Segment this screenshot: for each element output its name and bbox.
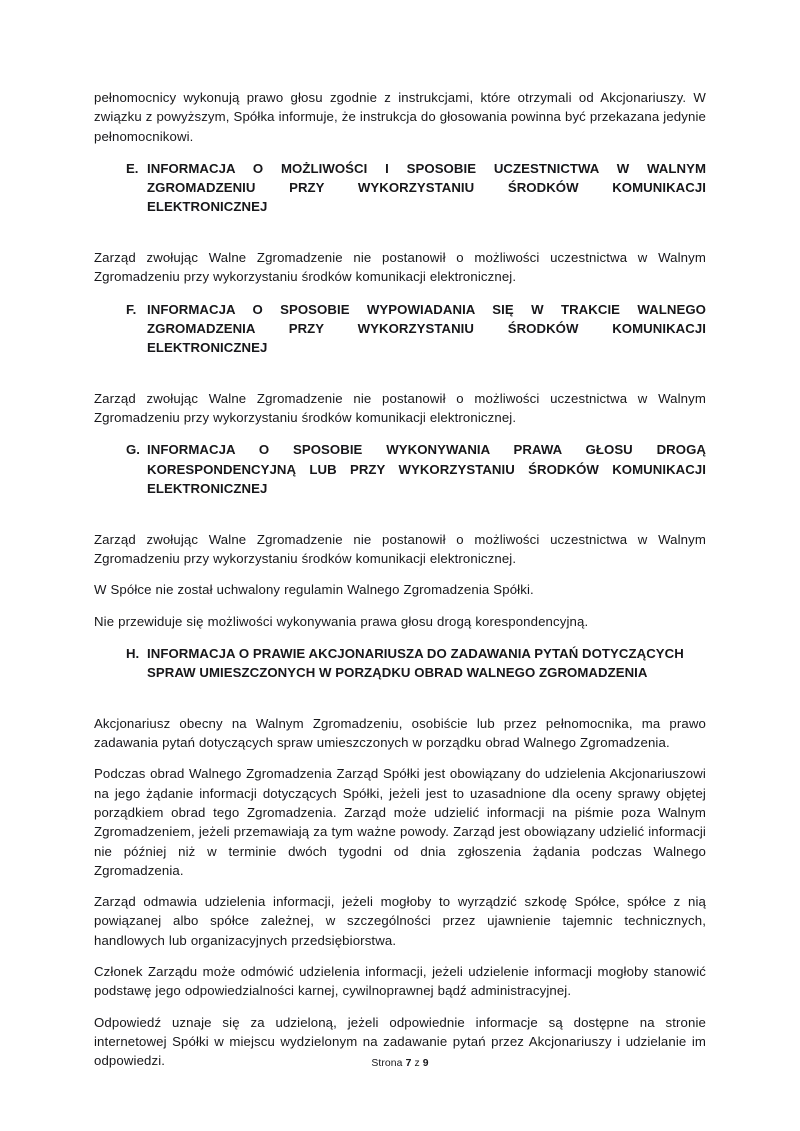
paragraph-section-e: Zarząd zwołując Walne Zgromadzenie nie postanowił o możliwości uczestnictwa w Walnym Zgromadzeniu przy wykorzystaniu środków komunikacji elektronicznej.: [94, 250, 706, 285]
heading-section-g: [94, 440, 706, 517]
paragraph-section-h-2: Podczas obrad Walnego Zgromadzenia Zarząd Spółki jest obowiązany do udzielenia Akcjonariuszowi na jego żądanie informacji dotyczących Spółki, jeżeli jest to uzasadnione dla oceny sprawy objętej porządkiem obrad tego Zgromadzenia. Zarząd może udzielić informacji na piśmie poza Walnym Zgromadzeniem, jeżeli przemawiają za tym ważne powody. Zarząd jest obowiązany udzielić informacji nie później niż w terminie dwóch tygodni od dnia zgłoszenia żądania podczas Walnego Zgromadzenia.: [94, 766, 706, 878]
paragraph-section-h-3: Zarząd odmawia udzielenia informacji, jeżeli mogłoby to wyrządzić szkodę Spółce, spółce z nią powiązanej albo spółce zależnej, w szczególności przez ujawnienie tajemnic technicznych, handlowych lub organizacyjnych przedsiębiorstwa.: [94, 894, 706, 948]
heading-section-f: [94, 300, 706, 377]
heading-text-h: INFORMACJA O PRAWIE AKCJONARIUSZA DO ZADAWANIA PYTAŃ DOTYCZĄCYCH SPRAW UMIESZCZONYCH W PORZĄDKU OBRAD WALNEGO ZGROMADZENIA: [147, 645, 684, 681]
heading-marker-h: H.: [126, 645, 140, 661]
heading-text-f: INFORMACJA O SPOSOBIE WYPOWIADANIA SIĘ W TRAKCIE WALNEGO ZGROMADZENIA PRZY WYKORZYSTANIU ŚRODKÓW KOMUNIKACJI ELEKTRONICZNEJ: [147, 301, 706, 356]
heading-text-e: INFORMACJA O MOŻLIWOŚCI I SPOSOBIE UCZESTNICTWA W WALNYM ZGROMADZENIU PRZY WYKORZYSTANIU ŚRODKÓW KOMUNIKACJI ELEKTRONICZNEJ: [147, 160, 706, 215]
paragraph-intro: pełnomocnicy wykonują prawo głosu zgodnie z instrukcjami, które otrzymali od Akcjonariuszy. W związku z powyższym, Spółka informuje, że instrukcja do głosowania powinna być przekazana jedynie pełnomocnikowi.: [94, 90, 706, 144]
heading-text-g: INFORMACJA O SPOSOBIE WYKONYWANIA PRAWA GŁOSU DROGĄ KORESPONDENCYJNĄ LUB PRZY WYKORZYSTANIU ŚRODKÓW KOMUNIKACJI ELEKTRONICZNEJ: [147, 442, 706, 497]
paragraph-section-g-3: Nie przewiduje się możliwości wykonywania prawa głosu drogą korespondencyjną.: [94, 613, 589, 629]
footer-current-page: 7: [405, 1058, 412, 1069]
footer-total-pages: 9: [422, 1058, 429, 1069]
footer-label-page: Strona: [371, 1058, 403, 1069]
heading-marker-f: F.: [126, 301, 137, 317]
paragraph-section-g-2: W Spółce nie został uchwalony regulamin Walnego Zgromadzenia Spółki.: [94, 582, 534, 598]
paragraph-section-f: Zarząd zwołując Walne Zgromadzenie nie postanowił o możliwości uczestnictwa w Walnym Zgromadzeniu przy wykorzystaniu środków komunikacji elektronicznej.: [94, 390, 706, 426]
paragraph-section-h-4: Członek Zarządu może odmówić udzielenia informacji, jeżeli udzielenie informacji mogłoby stanowić podstawę jego odpowiedzialności karnej, cywilnoprawnej bądź administracyjnej.: [94, 963, 706, 999]
paragraph-section-h-5: Odpowiedź uznaje się za udzieloną, jeżeli odpowiednie informacje są dostępne na stronie internetowej Spółki w miejscu wydzielonym na zadawanie pytań przez Akcjonariuszy i udzielanie im odpowiedzi.: [94, 1014, 706, 1069]
heading-section-e: [94, 159, 706, 236]
heading-marker-g: G.: [126, 442, 140, 458]
page-footer: [0, 1057, 800, 1071]
document-body: [94, 88, 706, 1080]
heading-section-h: [94, 644, 706, 702]
paragraph-section-g-1: Zarząd zwołując Walne Zgromadzenie nie postanowił o możliwości uczestnictwa w Walnym Zgromadzeniu przy wykorzystaniu środków komunikacji elektronicznej.: [94, 531, 706, 566]
heading-marker-e: E.: [126, 160, 139, 176]
footer-label-of: z: [414, 1058, 420, 1069]
paragraph-section-h-1: Akcjonariusz obecny na Walnym Zgromadzeniu, osobiście lub przez pełnomocnika, ma prawo zadawania pytań dotyczących spraw umieszczonych w porządku obrad Walnego Zgromadzenia.: [94, 715, 706, 751]
